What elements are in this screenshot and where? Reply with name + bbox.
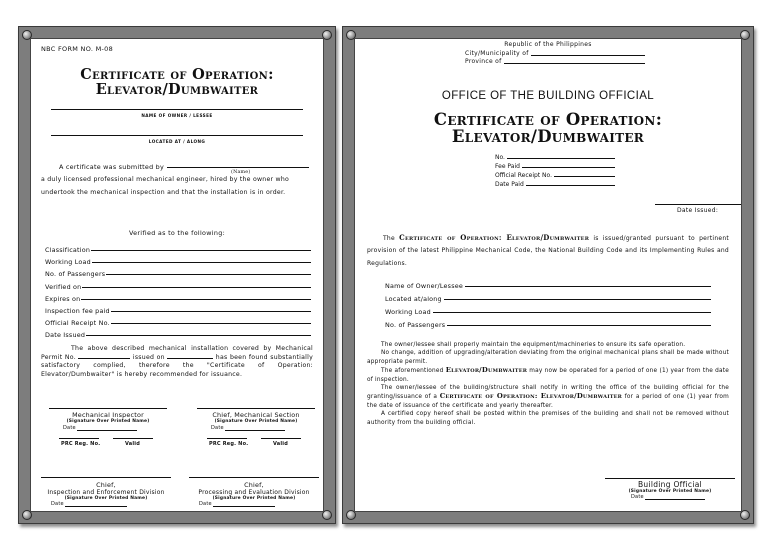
date-paid-row: [495, 179, 615, 188]
terms-section: [367, 341, 729, 427]
ie-chief-signature-block: [33, 481, 179, 507]
prc-label: PRC Reg. No.: [209, 441, 249, 447]
field-classification: [45, 242, 311, 254]
owner-name-line: [51, 109, 303, 110]
city-field: [531, 55, 645, 56]
field-line: [111, 323, 311, 324]
valid-line: [261, 438, 301, 439]
term-part: may now be operated for a period of one (1) year from the date of inspection.: [367, 368, 730, 383]
valid-label: Valid: [125, 441, 140, 447]
term-operation-period: [367, 366, 729, 384]
province-field: [504, 63, 645, 64]
title-line-2: Elevator/Dumbwaiter: [451, 127, 645, 146]
mech-chief-sign-line: [197, 408, 315, 409]
para-rest: is issued/granted pursuant to pertinent provision of the latest Philippine Mechanical Code, the National Building Code and its Implementing Rules and Regulations.: [367, 235, 729, 267]
title-line-2: Elevator/Dumbwaiter: [95, 81, 259, 98]
submitted-label: A certificate was submitted by: [59, 163, 164, 171]
pe-chief-title: Chief,: [244, 481, 264, 489]
office-heading: OFFICE OF THE BUILDING OFFICIAL: [441, 90, 655, 102]
certificate-paper: [354, 38, 742, 512]
pe-chief-date-row: [199, 501, 324, 507]
pe-chief-sub: (Signature Over Printed Name): [212, 496, 296, 501]
field-label: Date Issued: [45, 331, 86, 339]
date-field: [213, 506, 275, 507]
kv-line: [526, 185, 615, 186]
term-part: for a period of one (1) year from the date of issuance of the certificate and yearly thereafter.: [367, 394, 730, 409]
field-label: Official Receipt No.: [45, 319, 110, 327]
certificate-paper: [30, 38, 324, 512]
field-location: [385, 291, 711, 303]
kv-line: [507, 158, 615, 159]
field-line: [81, 299, 311, 300]
recommendation-text: [41, 345, 313, 379]
pe-chief-sign-line: [189, 477, 319, 478]
field-line: [86, 335, 311, 336]
republic-header: Republic of the Philippines: [504, 41, 592, 48]
recommendation-part-3: has been found substantially satisfactory complied, therefore the "Certificate of Operation: Elevator/Dumbwaiter" is hereby recommended for issuance.: [41, 353, 314, 378]
pe-chief-signature-block: [181, 481, 324, 507]
field-label: Inspection fee paid: [45, 307, 110, 315]
date-label: Date: [51, 501, 64, 507]
official-signature-block: [605, 480, 735, 500]
duly-text: a duly licensed professional mechanical engineer, hired by the owner who undertook the mechanical inspection and that the installation is in order.: [41, 176, 290, 196]
date-label: Date: [199, 501, 212, 507]
certificate-left: [18, 26, 336, 524]
field-working-load: [385, 304, 711, 316]
kv-label: Official Receipt No.: [495, 172, 553, 179]
inspector-sign-line: [49, 408, 167, 409]
date-issued-label: Date Issued:: [677, 207, 719, 214]
field-label: Verified on: [45, 283, 82, 291]
field-label: No. of Passengers: [385, 321, 446, 329]
submitted-by-field: [167, 167, 309, 168]
valid-label: Valid: [273, 441, 288, 447]
field-label: Located at/along: [385, 295, 442, 303]
verified-heading: Verified as to the following:: [128, 229, 226, 237]
permit-no-field: [78, 358, 130, 359]
fee-paid-row: [495, 161, 615, 170]
field-line: [92, 262, 311, 263]
mech-chief-sub: (Signature Over Printed Name): [214, 419, 298, 424]
location-line: [51, 135, 303, 136]
certificate-title: [355, 111, 741, 145]
date-label: Date: [211, 425, 224, 431]
date-field: [65, 506, 127, 507]
pe-chief-division: Processing and Evaluation Division: [198, 489, 310, 496]
field-line: [444, 299, 711, 300]
field-inspection-fee: [45, 303, 311, 315]
field-working-load: [45, 254, 311, 266]
valid-line: [113, 438, 153, 439]
field-line: [111, 311, 311, 312]
form-number: NBC FORM NO. M-08: [41, 45, 114, 53]
field-expires-on: [45, 291, 311, 303]
prc-label: PRC Reg. No.: [61, 441, 101, 447]
field-line: [91, 250, 311, 251]
field-label: Classification: [45, 246, 91, 254]
official-date-row: [631, 494, 735, 500]
inspector-date-row: [63, 425, 167, 431]
title-line-1: Certificate of Operation:: [80, 66, 274, 83]
term-bold: Elevator/Dumbwaiter: [445, 366, 528, 375]
issued-on-field: [167, 358, 213, 359]
kv-line: [554, 176, 615, 177]
field-date-issued: [45, 327, 311, 339]
city-label: City/Municipality of: [465, 50, 529, 57]
term-no-change: No change, addition of upgrading/alteration deviating from the original mechanical plans shall be made without appropriate permit.: [367, 350, 729, 365]
field-line: [465, 286, 711, 287]
title-line-1: Certificate of Operation:: [433, 110, 663, 129]
official-sub: (Signature Over Printed Name): [628, 489, 712, 494]
prc-line: [59, 438, 99, 439]
ie-chief-date-row: [51, 501, 179, 507]
receipt-row: [495, 170, 615, 179]
field-line: [447, 325, 711, 326]
kv-label: No.: [495, 154, 505, 161]
field-receipt-no: [45, 315, 311, 327]
inspector-signature-block: [49, 411, 167, 431]
date-label: Date: [63, 425, 76, 431]
kv-line: [522, 167, 615, 168]
term-notify: [367, 384, 729, 410]
field-label: Working Load: [385, 308, 431, 316]
field-line: [82, 287, 311, 288]
term-bold: Certificate of Operation: Elevator/Dumbwaiter: [439, 392, 623, 401]
ie-chief-title: Chief,: [96, 481, 116, 489]
province-row: [465, 57, 645, 65]
term-part: The owner/lessee of the building/structure shall notify in writing the office of the building official for the granting/issuance of a: [367, 385, 729, 401]
field-line: [433, 312, 711, 313]
ie-chief-division: Inspection and Enforcement Division: [47, 489, 165, 496]
field-verified-on: [45, 279, 311, 291]
mech-chief-title: Chief, Mechanical Section: [212, 411, 300, 419]
term-posting: A certified copy hereof shall be posted within the premises of the building and shall not be removed without authority from the building official.: [367, 411, 729, 426]
name-note: (Name): [231, 170, 251, 175]
kv-label: Fee Paid: [495, 163, 520, 170]
inspector-title: Mechanical Inspector: [72, 411, 144, 419]
kv-label: Date Paid: [495, 181, 524, 188]
field-label: Working Load: [45, 258, 91, 266]
owner-caption: NAME OF OWNER / LESSEE: [141, 113, 213, 118]
date-label: Date: [631, 494, 644, 500]
recommendation-part-2: issued on: [132, 353, 165, 361]
submitted-by-row: [59, 159, 309, 171]
field-label: No. of Passengers: [45, 270, 106, 278]
term-maintenance: The owner/lessee shall properly maintain the equipment/machineries to ensure its safe operation.: [381, 342, 686, 348]
para-cert-name: Certificate of Operation: Elevator/Dumbwaiter: [399, 233, 590, 242]
ie-chief-sign-line: [41, 477, 171, 478]
certificate-right: [342, 26, 754, 524]
city-row: [465, 49, 645, 57]
mech-chief-date-row: [211, 425, 315, 431]
date-field: [645, 499, 705, 500]
date-field: [77, 430, 137, 431]
field-label: Expires on: [45, 295, 81, 303]
date-issued-line: [655, 204, 742, 205]
province-label: Province of: [465, 58, 502, 65]
field-line: [106, 274, 311, 275]
field-owner: [385, 278, 711, 290]
mech-chief-signature-block: [197, 411, 315, 431]
official-sign-line: [605, 478, 735, 479]
para-start: The: [383, 235, 395, 242]
prc-line: [207, 438, 247, 439]
inspector-sub: (Signature Over Printed Name): [66, 419, 150, 424]
issuance-paragraph: [367, 232, 729, 270]
ie-chief-sub: (Signature Over Printed Name): [64, 496, 148, 501]
date-field: [225, 430, 285, 431]
recommendation-part-1: The above described mechanical installation covered by Mechanical Permit No.: [41, 345, 313, 361]
location-caption: LOCATED AT / ALONG: [148, 139, 206, 144]
field-label: Name of Owner/Lessee: [385, 282, 463, 290]
field-passengers: [45, 266, 311, 278]
no-row: [495, 152, 615, 161]
official-title: Building Official: [637, 480, 703, 489]
field-passengers: [385, 317, 711, 329]
certificate-title: [31, 67, 323, 97]
term-part: The aforementioned: [381, 368, 444, 375]
